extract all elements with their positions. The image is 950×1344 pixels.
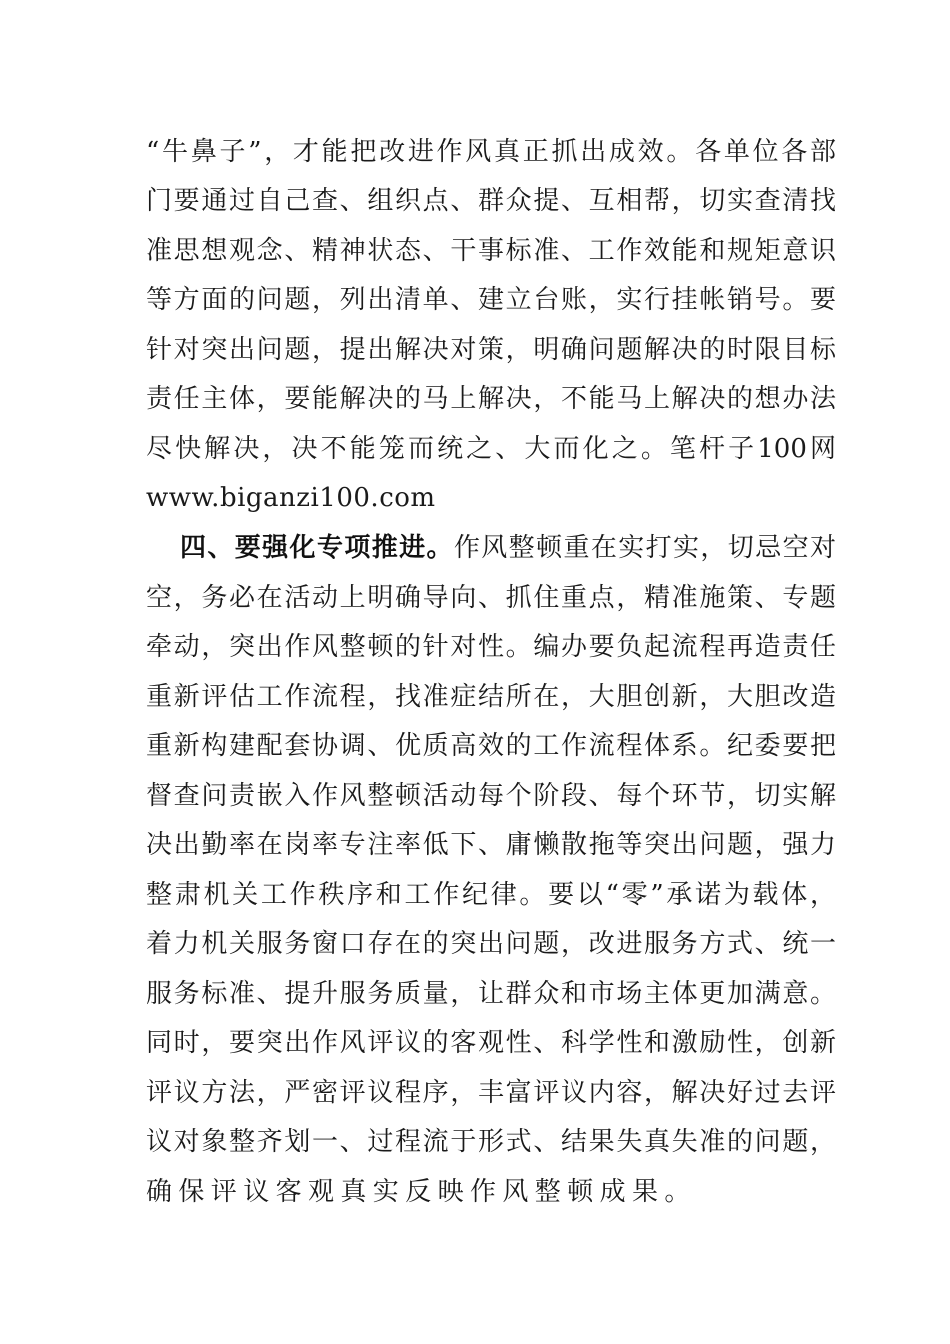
body-line: 议对象整齐划一、过程流于形式、结果失真失准的问题， [146, 1127, 836, 1157]
body-line: 责任主体，要能解决的马上解决，不能马上解决的想办法 [146, 384, 836, 414]
website-url-line: www.biganzi100.com [146, 483, 436, 513]
body-line: 针对突出问题，提出解决对策，明确问题解决的时限目标 [146, 335, 836, 365]
section-4-first-line [180, 528, 836, 568]
body-line: 准思想观念、精神状态、干事标准、工作效能和规矩意识 [146, 236, 836, 266]
section-4-first-line-text: 作风整顿重在实打实，切忌空对 [453, 533, 836, 563]
body-line-last: 确保评议客观真实反映作风整顿成果。 [146, 1177, 697, 1207]
body-line: 服务标准、提升服务质量，让群众和市场主体更加满意。 [146, 979, 836, 1009]
body-line: 整肃机关工作秩序和工作纪律。要以“零”承诺为载体， [146, 880, 836, 910]
body-line: 尽快解决，决不能笼而统之、大而化之。笔杆子100网 [146, 434, 836, 464]
body-line: 决出勤率在岗率专注率低下、庸懒散拖等突出问题，强力 [146, 830, 836, 860]
body-line: 评议方法，严密评议程序，丰富评议内容，解决好过去评 [146, 1078, 836, 1108]
body-line: 督查问责嵌入作风整顿活动每个阶段、每个环节，切实解 [146, 781, 836, 811]
body-line: 重新评估工作流程，找准症结所在，大胆创新，大胆改造 [146, 682, 836, 712]
body-line: 着力机关服务窗口存在的突出问题，改进服务方式、统一 [146, 929, 836, 959]
section-4-heading: 四、要强化专项推进。 [180, 533, 454, 563]
body-line: 空，务必在活动上明确导向、抓住重点，精准施策、专题 [146, 583, 836, 613]
body-line: 等方面的问题，列出清单、建立台账，实行挂帐销号。要 [146, 285, 836, 315]
body-line: 重新构建配套协调、优质高效的工作流程体系。纪委要把 [146, 731, 836, 761]
body-line: “牛鼻子”，才能把改进作风真正抓出成效。各单位各部 [146, 137, 836, 167]
body-line: 同时，要突出作风评议的客观性、科学性和激励性，创新 [146, 1028, 836, 1058]
body-line: 门要通过自己查、组织点、群众提、互相帮，切实查清找 [146, 186, 836, 216]
body-line: 牵动，突出作风整顿的针对性。编办要负起流程再造责任 [146, 632, 836, 662]
